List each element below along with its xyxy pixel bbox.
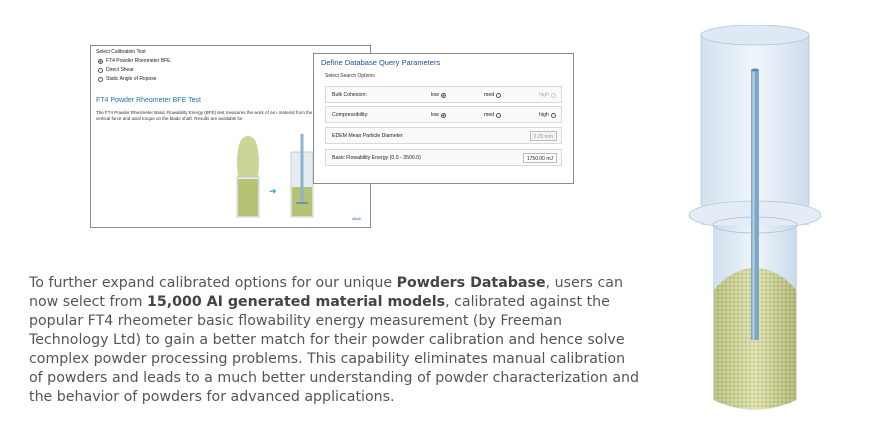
opt-label: med: [484, 92, 495, 98]
description-paragraph: [29, 274, 641, 407]
option-low[interactable]: [431, 112, 446, 118]
option-low[interactable]: [431, 92, 446, 98]
section-label: Select Search Options: [325, 73, 375, 79]
option-label: FT4 Powder Rheometer BFE: [106, 58, 171, 64]
radio-icon[interactable]: [551, 113, 556, 118]
particle-diameter-field[interactable]: 2.25 mm: [530, 131, 557, 141]
param-label: Compressibility:: [332, 112, 369, 118]
window-title: Define Database Query Parameters: [321, 58, 441, 67]
test-description: The FT4 Powder Rheometer Basic Flowability Energy (BFE) test measures the work of an i material from the vertical force and axial torque on the blade shaft. Results are available for: [96, 110, 313, 121]
opt-label: low: [431, 92, 439, 98]
opt-label: med: [484, 112, 495, 118]
param-label: Basic Flowability Energy (0.0 - 3500.0): [332, 155, 421, 161]
option-med[interactable]: [484, 112, 501, 118]
particle-diameter-row: [325, 127, 562, 144]
param-label: EDEM Mean Particle Diameter: [332, 133, 403, 139]
opt-label: low: [431, 112, 439, 118]
arrow-right-icon: ➜: [269, 186, 277, 196]
flowability-energy-row: [325, 149, 562, 166]
paragraph-text: , calibrated against the popular FT4 rheometer basic flowability energy measurement (by Freeman Technology Ltd) to gain a better match for their powder calibration and hence solve complex powder processing problems. This capability eliminates manual calibration of powders and leads to a much better understanding of powder characterization and the behavior of powders for advanced applications.: [29, 294, 640, 405]
compressibility-row: [325, 106, 562, 123]
radio-selected-icon[interactable]: [98, 59, 103, 64]
radio-selected-icon[interactable]: [441, 113, 446, 118]
test-title: FT4 Powder Rheometer BFE Test: [96, 97, 201, 104]
option-ft4[interactable]: [98, 58, 170, 64]
paragraph-text: , users can now select from: [29, 275, 623, 310]
option-high[interactable]: [539, 92, 556, 98]
option-med[interactable]: [484, 92, 501, 98]
bulk-cohesion-row: [325, 86, 562, 103]
param-label: Bulk Cohesion:: [332, 92, 367, 98]
radio-icon[interactable]: [496, 113, 501, 118]
radio-selected-icon[interactable]: [441, 93, 446, 98]
powder-pile-image: [233, 132, 263, 222]
option-direct-shear[interactable]: [98, 67, 134, 73]
option-label: Static Angle of Repose: [106, 76, 157, 82]
opt-label: high: [539, 112, 549, 118]
opt-label: high: [539, 92, 549, 98]
ft4-cylinder-illustration: [685, 25, 825, 425]
altair-logo: Altair: [351, 216, 361, 221]
flowability-energy-field[interactable]: 1750.00 mJ: [523, 153, 557, 163]
query-parameters-window: [313, 53, 574, 184]
radio-icon[interactable]: [551, 93, 556, 98]
option-high[interactable]: [539, 112, 556, 118]
calibration-heading: Select Calibration Test: [96, 49, 146, 55]
radio-icon[interactable]: [98, 68, 103, 73]
radio-icon[interactable]: [496, 93, 501, 98]
option-label: Direct Shear: [106, 67, 134, 73]
powders-database-emphasis: Powders Database: [396, 275, 546, 291]
radio-icon[interactable]: [98, 77, 103, 82]
material-models-emphasis: 15,000 AI generated material models: [146, 294, 446, 310]
paragraph-text: To further expand calibrated options for our unique: [29, 275, 397, 291]
option-angle-of-repose[interactable]: [98, 76, 157, 82]
